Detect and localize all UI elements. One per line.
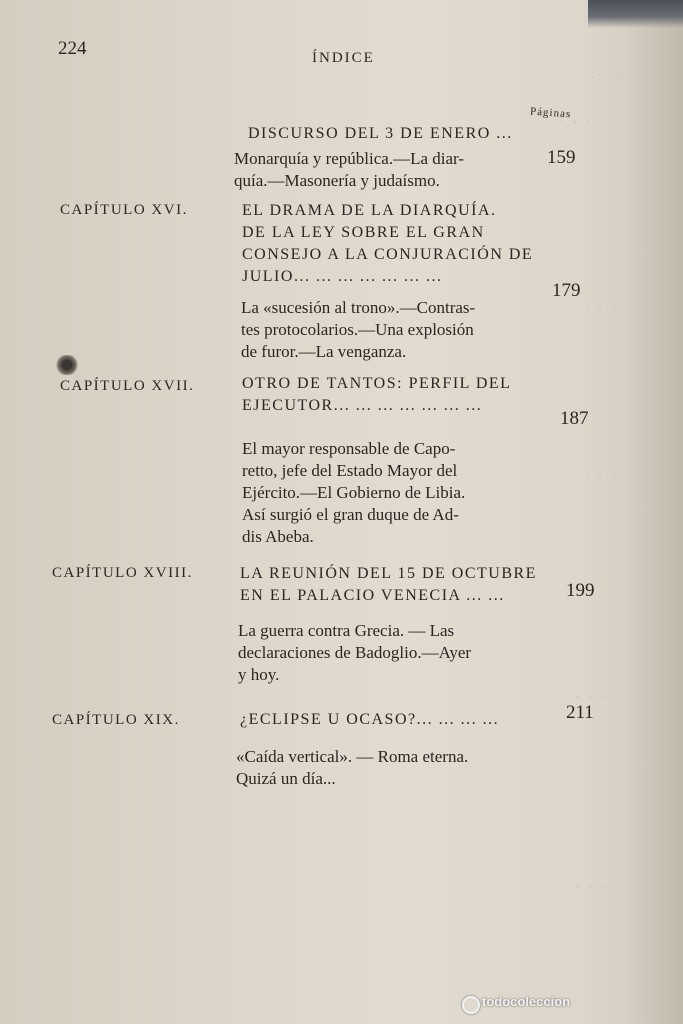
bleed-through: · · · xyxy=(585,470,618,486)
bleed-through: · · · xyxy=(575,880,608,896)
entry-title: ¿ECLIPSE U OCASO?... ... ... ... xyxy=(240,711,500,728)
watermark: todocoleccion xyxy=(482,994,571,1009)
entry-description: La «sucesión al trono».—Contras- tes protocolarios.—Una explosión de furor.—La venganza. xyxy=(241,298,476,361)
ink-mark xyxy=(56,355,78,375)
chapter-label: CAPÍTULO XVIII. xyxy=(52,565,193,581)
bleed-through: · · · xyxy=(560,115,593,131)
paginas-label: Páginas xyxy=(529,105,572,121)
background-corner xyxy=(588,0,683,28)
entry-title: DISCURSO DEL 3 DE ENERO ... xyxy=(248,125,513,142)
bleed-through: · · · xyxy=(575,690,608,706)
entry-description: «Caída vertical». — Roma eterna. Quizá un día... xyxy=(236,747,469,788)
entry-page-number: 187 xyxy=(560,408,589,429)
watermark-logo-icon xyxy=(462,996,480,1014)
entry-description: Monarquía y república.—La diar- quía.—Masonería y judaísmo. xyxy=(234,149,465,190)
entry-page-number: 211 xyxy=(566,702,594,723)
entry-title: EL DRAMA DE LA DIARQUÍA. DE LA LEY SOBRE EL GRAN CONSEJO A LA CONJURACIÓN DE JULIO... ... ... ... ... ... ... xyxy=(242,202,534,285)
entry-description: El mayor responsable de Capo- retto, jefe del Estado Mayor del Ejército.—El Gobierno de Libia. Así surgió el gran duque de Ad- dis Abeba. xyxy=(242,439,466,546)
bleed-through: · · · xyxy=(585,300,618,316)
chapter-label: CAPÍTULO XVII. xyxy=(60,378,195,394)
entry-description: La guerra contra Grecia. — Las declaraciones de Badoglio.—Ayer y hoy. xyxy=(238,621,472,684)
bleed-through: · · · xyxy=(590,70,623,86)
entry-title: LA REUNIÓN DEL 15 DE OCTUBRE EN EL PALACIO VENECIA ... ... xyxy=(240,565,537,604)
spine-shadow xyxy=(623,0,683,1024)
chapter-label: CAPÍTULO XIX. xyxy=(52,712,180,728)
page-title: ÍNDICE xyxy=(312,50,375,66)
chapter-label: CAPÍTULO XVI. xyxy=(60,202,188,218)
entry-page-number: 179 xyxy=(552,280,581,301)
page-number: 224 xyxy=(58,38,87,59)
entry-page-number: 159 xyxy=(547,147,576,168)
entry-page-number: 199 xyxy=(566,580,595,601)
entry-title: OTRO DE TANTOS: PERFIL DEL EJECUTOR... ... ... ... ... ... ... xyxy=(242,375,512,414)
